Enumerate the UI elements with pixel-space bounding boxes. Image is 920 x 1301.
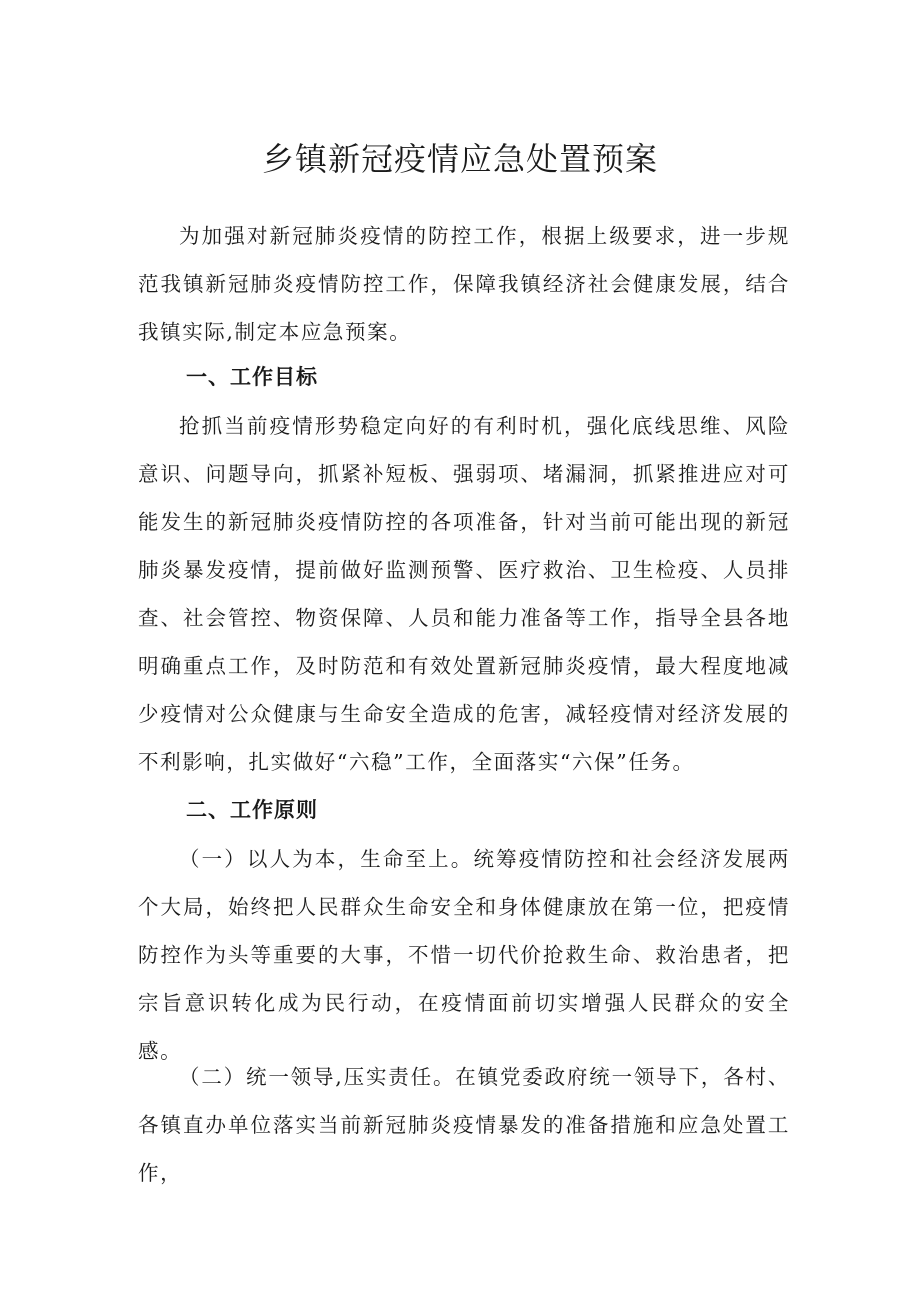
intro-paragraph: 为加强对新冠肺炎疫情的防控工作，根据上级要求，进一步规范我镇新冠肺炎疫情防控工作，保障我镇经济社会健康发展，结合我镇实际,制定本应急预案。 [138,224,790,344]
section-heading-principles: 二、工作原则 [186,798,318,822]
document-title: 乡镇新冠疫情应急处置预案 [261,140,658,178]
goals-paragraph: 抢抓当前疫情形势稳定向好的有利时机，强化底线思维、风险意识、问题导向，抓紧补短板、强弱项、堵漏洞，抓紧推进应对可能发生的新冠肺炎疫情防控的各项准备，针对当前可能出现的新冠肺炎暴发疫情，提前做好监测预警、医疗救治、卫生检疫、人员排查、社会管控、物资保障、人员和能力准备等工作，指导全县各地明确重点工作，及时防范和有效处置新冠肺炎疫情，最大程度地减少疫情对公众健康与生命安全造成的危害，减轻疫情对经济发展的不利影响，扎实做好“六稳”工作，全面落实“六保”任务。 [138,414,790,774]
section-heading-goals: 一、工作目标 [186,365,318,389]
principle-item-2: （二）统一领导,压实责任。在镇党委政府统一领导下，各村、各镇直办单位落实当前新冠肺炎疫情暴发的准备措施和应急处置工作， [138,1065,790,1185]
principle-item-1: （一）以人为本，生命至上。统筹疫情防控和社会经济发展两个大局，始终把人民群众生命安全和身体健康放在第一位，把疫情防控作为头等重要的大事，不惜一切代价抢救生命、救治患者，把宗旨意识转化成为民行动，在疫情面前切实增强人民群众的安全感。 [138,847,790,1063]
